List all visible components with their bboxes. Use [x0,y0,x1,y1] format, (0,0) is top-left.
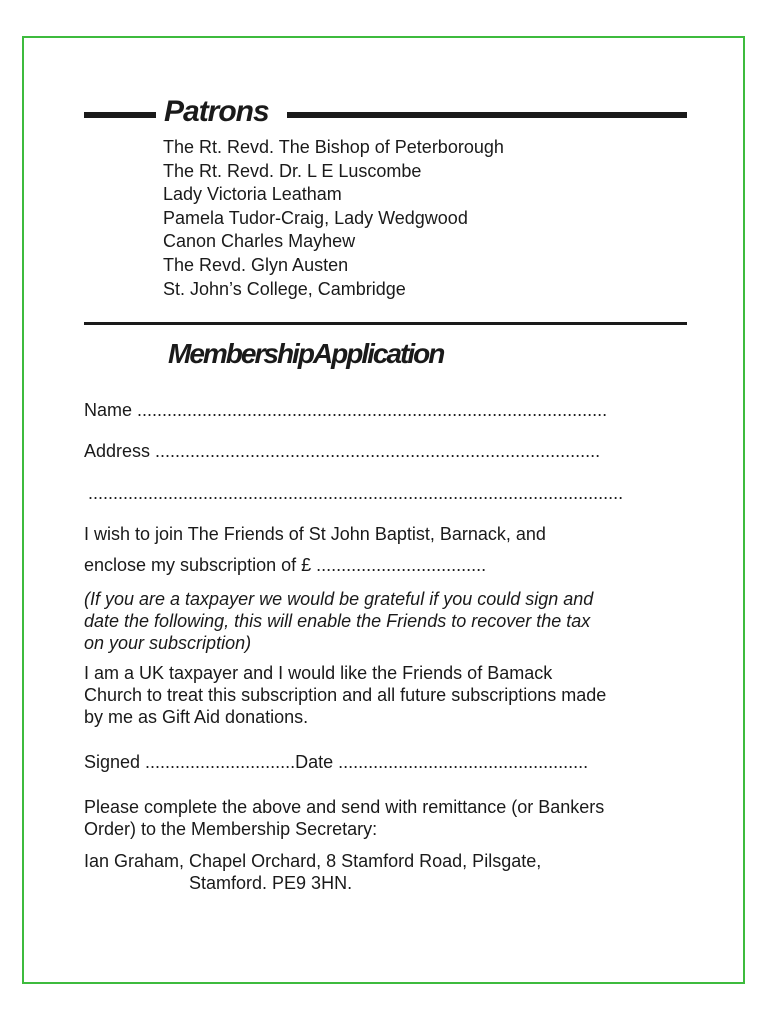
name-field[interactable]: Name .............................................................................................. [84,400,608,420]
subscription-field[interactable]: enclose my subscription of £ .................................. [84,555,487,575]
patron-item: St. John’s College, Cambridge [163,278,406,299]
patron-item: Pamela Tudor-Craig, Lady Wedgwood [163,207,468,228]
gift-aid-line: by me as Gift Aid donations. [84,707,309,727]
patron-item: The Rt. Revd. The Bishop of Peterborough [163,137,504,157]
patron-item: The Revd. Glyn Austen [163,254,349,275]
membership-title: MembershipApplication [168,338,444,369]
patron-item: Canon Charles Mayhew [163,231,356,252]
address-field[interactable]: Address ......................................................................................... [84,441,601,461]
gift-aid-line: Church to treat this subscription and all future subscriptions made [84,685,607,705]
gift-aid-line: I am a UK taxpayer and I would like the Friends of Bamack [84,663,553,683]
address-line: Ian Graham, Chapel Orchard, 8 Stamford Road, Pilsgate, [84,851,542,871]
send-line: Order) to the Membership Secretary: [84,819,378,839]
tax-note-line: date the following, this will enable the Friends to recover the tax [84,611,591,631]
address-line: Stamford. PE9 3HN. [189,873,353,893]
patron-list [163,136,504,301]
heading-rule-left [84,112,156,118]
patron-item: The Rt. Revd. Dr. L E Luscombe [163,160,422,181]
patrons-title: Patrons [164,95,269,128]
patron-item: Lady Victoria Leatham [163,184,342,205]
patrons-heading [84,92,687,132]
join-statement-line1: I wish to join The Friends of St John Baptist, Barnack, and [84,524,546,544]
tax-note-line: (If you are a taxpayer we would be grateful if you could sign and [84,589,594,609]
tax-note-line: on your subscription) [84,633,252,653]
secretary-address [84,850,541,894]
signature-date-field[interactable]: Signed ..............................Date .................................................. [84,752,589,772]
section-divider [84,322,687,325]
address-field-line2[interactable]: ........................................................................................................... [88,483,624,503]
tax-note [84,588,593,654]
send-instructions [84,796,604,840]
send-line: Please complete the above and send with remittance (or Bankers [84,797,605,817]
heading-rule-right [287,112,687,118]
gift-aid-declaration [84,662,606,728]
